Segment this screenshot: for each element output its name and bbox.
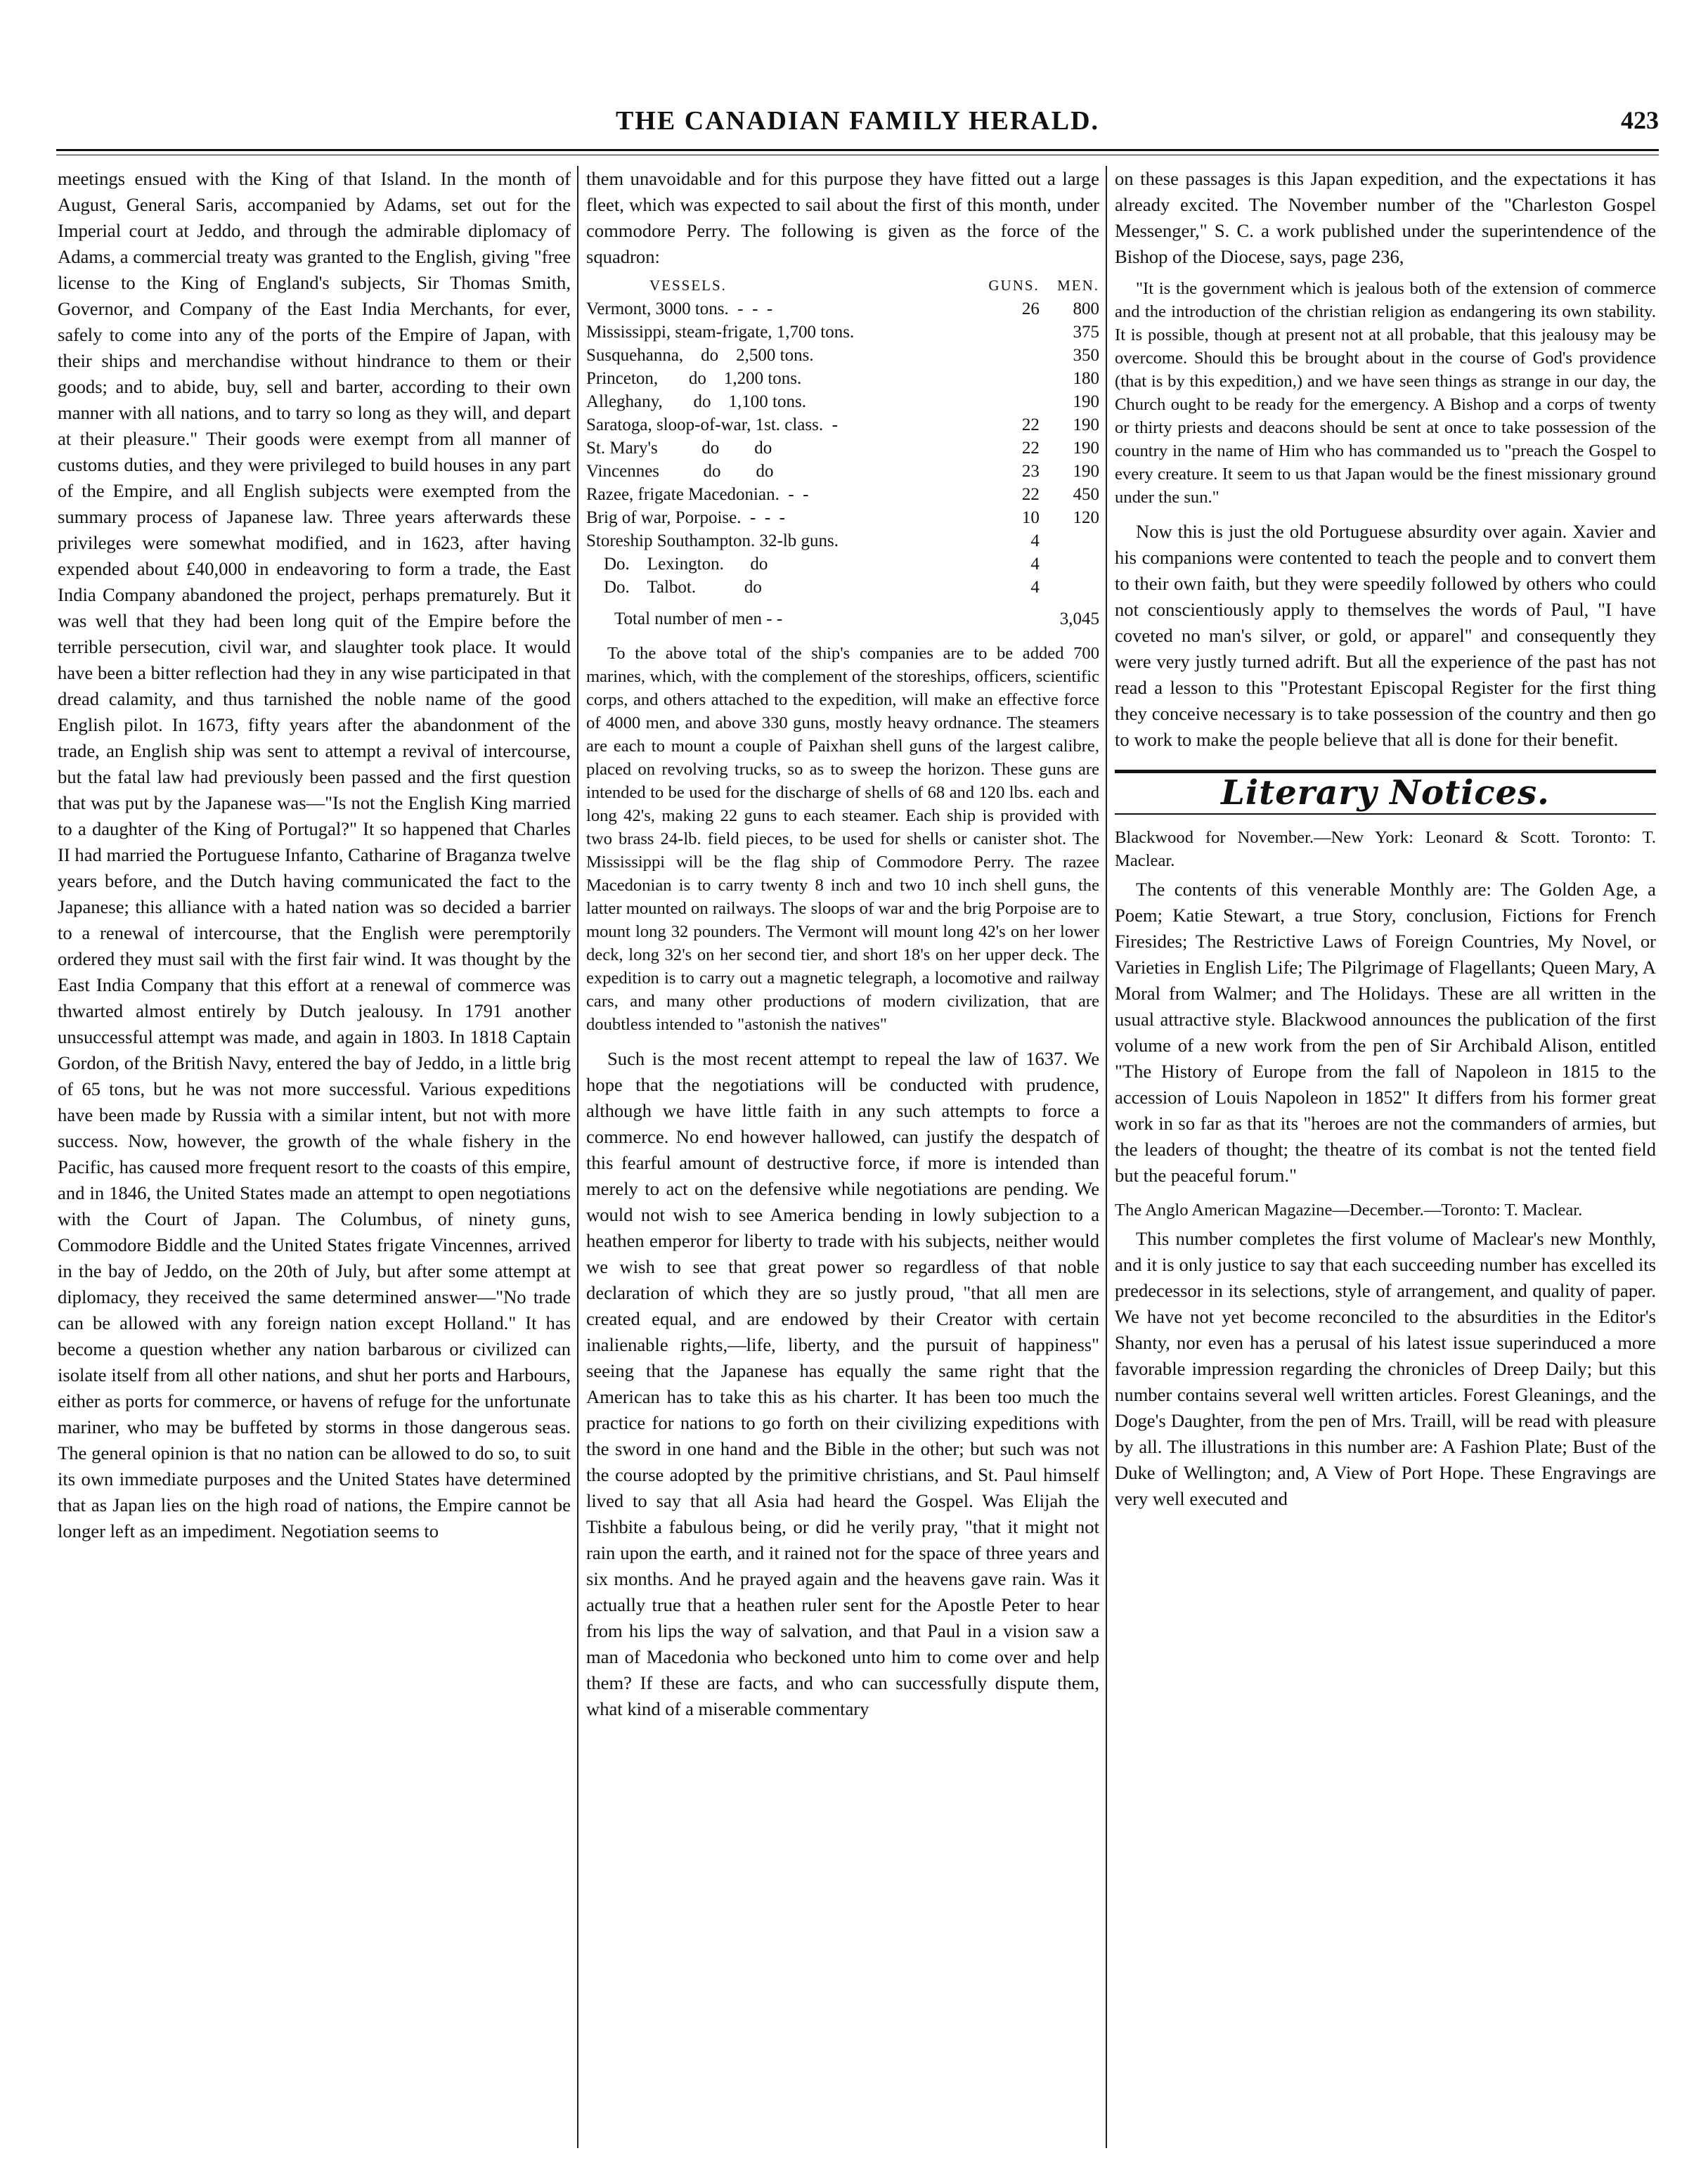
newspaper-title: THE CANADIAN FAMILY HERALD.	[615, 106, 1100, 136]
article-paragraph: on these passages is this Japan expedition, and the expectations it has already excited. The November number of the "Charleston Gospel Messenger," S. C. a work published under the superintendence of the Bishop of the Diocese, says, page 236,	[1115, 168, 1656, 267]
men-cell: 375	[1073, 323, 1099, 342]
table-row	[586, 483, 1099, 506]
block-quote: "It is the government which is jealous both of the extension of commerce and the introduction of the christian religion as endangering its own stability. It is possible, though at present not at all probable, that this jealousy may be overcome. Should this be brought about in the course of God's providence (that is by this expedition,) and we have seen things as strange in our day, the Church ought to be ready for the emergency. A Bishop and a corps of twenty or thirty priests and deacons should be sent at once to take possession of the country in the name of Him who has commanded us to "preach the Gospel to every creature. It seem to us that Japan would be the finest missionary ground under the sun."	[1115, 279, 1656, 507]
notice-body: The contents of this venerable Monthly are: The Golden Age, a Poem; Katie Stewart, a true Story, conclusion, Fictions for French Firesides; The Restrictive Laws of Foreign Countries, My Novel, or Varieties in English Life; The Pilgrimage of Flagellants; Queen Mary, A Moral from Walmer; and The Holidays. These are all written in the usual attractive style. Blackwood announces the publication of the first volume of a new work from the pen of Sir Archibald Alison, entitled "The History of Europe from the fall of Napoleon in 1815 to the accession of Louis Napoleon in 1852" It differs from his former great work in so far as that its "heroes are not the commanders of armies, but the leaders of thought; the theatre of its combat is not the tented field but the peaceful forum."	[1115, 879, 1656, 1186]
men-cell: 190	[1073, 392, 1099, 411]
table-row	[586, 390, 1099, 413]
men-cell: 800	[1073, 299, 1099, 318]
squadron-table-body	[586, 297, 1099, 599]
guns-cell: 4	[1030, 555, 1040, 574]
vessel-cell: Do. Talbot. do	[586, 578, 762, 597]
column-header-guns: GUNS.	[988, 277, 1040, 294]
men-cell	[1040, 552, 1099, 576]
men-cell: 190	[1073, 415, 1099, 434]
vessel-cell: Razee, frigate Macedonian. - -	[586, 485, 809, 504]
men-cell: 190	[1073, 462, 1099, 481]
guns-cell: 22	[1021, 485, 1040, 504]
vessel-cell: Alleghany, do 1,100 tons.	[586, 392, 806, 411]
notice-heading: The Anglo American Magazine—December.—Toronto: T. Maclear.	[1115, 1201, 1583, 1220]
men-cell: 190	[1073, 439, 1099, 458]
guns-cell: 26	[1021, 299, 1040, 318]
column-header-vessels: VESSELS.	[649, 277, 727, 294]
table-row	[586, 506, 1099, 529]
guns-cell	[967, 344, 1040, 367]
total-label: Total number of men - -	[614, 609, 783, 628]
article-paragraph: meetings ensued with the King of that Island. In the month of August, General Saris, accompanied by Adams, set out for the Imperial court at Jeddo, and through the admirable diplomacy of Adams, a commercial treaty was granted to the English, giving "free license to the King of England's subjects, Sir Thomas Smith, Governor, and Company of the East India Merchants, for ever, safely to come into any of the ports of the Empire of Japan, with their ships and merchandise without hindrance to them or their goods; and to abide, buy, sell and barter, according to their own manner with all nations, and to tarry so long as they will, and depart at their pleasure." Their goods were exempt from all manner of customs duties, and they were privileged to build houses in any part of the Empire, and all English subjects were exempted from the summary process of Japanese law. Three years afterwards these privileges were somewhat modified, and in 1623, after having expended about £40,000 in endeavoring to form a trade, the East India Company abandoned the project, perhaps prematurely. But it was well that they had been long quit of the Empire before the terrible persecution, civil war, and slaughter took place. It would have been a bitter reflection had they in any wise participated in that dread calamity, and thus tarnished the noble name of the good English pilot. In 1673, fifty years after the abandonment of the trade, an English ship was sent to attempt a revival of intercourse, but the fatal law had previously been passed and the first question that was put by the Japanese was—"Is not the English King married to a daughter of the King of Portugal?" It so happened that Charles II had married the Portuguese Infanto, Catharine of Braganza twelve years before, and the Dutch having communicated the fact to the Japanese; this alliance with a hated nation was so decided a barrier to a renewal of intercourse, that the English were peremptorily ordered they must sail with the first fair wind. It was thought by the East India Company that this effort at a renewal of commerce was thwarted almost entirely by Dutch jealousy. In 1791 another unsuccessful attempt was made, and again in 1803. In 1818 Captain Gordon, of the British Navy, entered the bay of Jeddo, in a little brig of 65 tons, but he was not more successful. Various expeditions have been made by Russia with a similar intent, but not with more success. Now, however, the growth of the whale fishery in the Pacific, has caused more frequent resort to the coasts of this empire, and in 1846, the United States made an attempt to open negotiations with the Court of Japan. The Columbus, of ninety guns, Commodore Biddle and the United States frigate Vincennes, arrived in the bay of Jeddo, on the 20th of July, but after some attempt at diplomacy, they received the same determined answer—"No trade can be allowed with any foreign nation except Holland." It has become a question whether any nation barbarous or civilized can isolate itself from all other nations, and shut her ports and Harbours, either as ports for commerce, or havens of refuge for the unfortunate mariner, who may be buffeted by storms in those dangerous seas. The general opinion is that no nation can be allowed to do so, to suit its own immediate purposes and the United States have determined that as Japan lies on the high road of nations, the Empire cannot be longer left as an impediment. Negotiation seems to	[58, 168, 571, 1541]
table-row	[586, 321, 1099, 344]
table-row	[586, 367, 1099, 390]
table-row	[586, 297, 1099, 321]
total-value: 3,045	[1059, 609, 1099, 628]
article-paragraph: them unavoidable and for this purpose they have fitted out a large fleet, which was expected to sail about the first of this month, under commodore Perry. The following is given as the force of the squadron:	[586, 168, 1099, 267]
table-row	[586, 437, 1099, 460]
vessel-cell: Mississippi, steam-frigate, 1,700 tons.	[586, 323, 855, 342]
column-1	[58, 166, 571, 2148]
vessel-cell: Brig of war, Porpoise. - - -	[586, 508, 785, 527]
guns-cell	[967, 321, 1040, 344]
men-cell: 450	[1073, 485, 1099, 504]
page-number: 423	[1621, 106, 1659, 134]
page-header	[56, 105, 1659, 148]
guns-cell: 22	[1021, 415, 1040, 434]
table-row	[586, 552, 1099, 576]
guns-cell: 23	[1021, 462, 1040, 481]
table-header-row	[586, 274, 1099, 297]
notice-body: This number completes the first volume of Maclear's new Monthly, and it is only justice to say that each succeeding number has excelled its predecessor in its selections, style of arrangement, and quality of paper. We have not yet become reconciled to the absurdities in the Editor's Shanty, nor even has a perusal of his latest issue superinduced a more favorable impression regarding the chronicles of Dreep Daily; but this number contains several well written articles. Forest Gleanings, and the Doge's Daughter, from the pen of Mrs. Traill, will be read with pleasure by all. The illustrations in this number are: A Fashion Plate; Bust of the Duke of Wellington; and, A View of Port Hope. These Engravings are very well executed and	[1115, 1228, 1656, 1509]
column-header-men: MEN.	[1057, 277, 1099, 294]
column-divider	[1106, 166, 1107, 2148]
table-row	[586, 344, 1099, 367]
article-paragraph: Such is the most recent attempt to repeal the law of 1637. We hope that the negotiations will be conducted with prudence, although we have little faith in any such attempts to force a commerce. No end however hallowed, can justify the despatch of this fearful amount of destructive force, if more is intended than merely to act on the defensive while negotiations are pending. We would not wish to see America bending in lowly subjection to a heathen emperor for liberty to trade with his subjects, neither would we wish to see that great power so regardless of that noble declaration of which they are so justly proud, "that all men are created equal, and are endowed by their Creator with certain inalienable rights,—life, liberty, and the pursuit of happiness" seeing that the Japanese has equally the same right that the American has to take this as his charter. It has been too much the practice for nations to go forth on their civilizing expeditions with the sword in one hand and the Bible in the other; but such was not the course adopted by the primitive christians, and St. Paul himself lived to say that all Asia had heard the Gospel. Was Elijah the Tishbite a fabulous being, or did he verily pray, "that it might not rain upon the earth, and it rained not for the space of three years and six months. And he prayed again and the heavens gave rain. Was it actually true that a heathen ruler sent for the Apostle Peter to hear from his lips the way of salvation, and that Paul in a vision saw a man of Macedonia who beckoned unto him to come over and help them? If these are facts, and who can successfully dispute them, what kind of a miserable commentary	[586, 1048, 1099, 1719]
table-row	[586, 460, 1099, 483]
guns-cell: 22	[1021, 439, 1040, 458]
vessel-cell: Vincennes do do	[586, 462, 774, 481]
vessel-cell: Saratoga, sloop-of-war, 1st. class. -	[586, 415, 838, 434]
column-divider	[577, 166, 578, 2148]
table-row	[586, 576, 1099, 599]
notice-heading: Blackwood for November.—New York: Leonard & Scott. Toronto: T. Maclear.	[1115, 828, 1656, 870]
men-cell: 350	[1073, 346, 1099, 365]
guns-cell: 10	[1021, 508, 1040, 527]
vessel-cell: Do. Lexington. do	[586, 555, 768, 574]
article-paragraph: To the above total of the ship's companies are to be added 700 marines, which, with the complement of the storeships, officers, scientific corps, and others attached to the expedition, will make an effective force of 4000 men, and above 330 guns, mostly heavy ordnance. The steamers are each to mount a couple of Paixhan shell guns of the largest calibre, placed on revolving trucks, so as to sweep the horizon. These guns are intended to be used for the discharge of shells of 68 and 120 lbs. each and long 42's, making 22 guns to each steamer. Each ship is provided with two brass 24-lb. field pieces, to be used for shells or canister shot. The Mississippi will be the flag ship of Commodore Perry. The razee Macedonian is to carry twenty 8 inch and two 10 inch shell guns, the latter mounted on railways. The sloops of war and the brig Porpoise are to mount long 32 pounders. The Vermont will mount long 42's on her lower deck, long 32's on her second tier, and short 18's on her upper deck. The expedition is to carry out a magnetic telegraph, a locomotive and railway cars, and many other productions of modern civilization, that are doubtless intended to "astonish the natives"	[586, 644, 1099, 1034]
vessel-cell: Princeton, do 1,200 tons.	[586, 369, 802, 388]
men-cell	[1040, 529, 1099, 552]
men-cell: 120	[1073, 508, 1099, 527]
guns-cell	[967, 390, 1040, 413]
section-rule	[1115, 813, 1656, 815]
men-cell: 180	[1073, 369, 1099, 388]
table-row	[586, 413, 1099, 437]
column-3	[1115, 166, 1656, 2148]
guns-cell: 4	[1030, 531, 1040, 550]
vessel-cell: Vermont, 3000 tons. - - -	[586, 299, 773, 318]
header-rule	[56, 149, 1659, 151]
table-row	[586, 529, 1099, 552]
squadron-total	[586, 606, 1099, 632]
men-cell	[1040, 576, 1099, 599]
guns-cell	[967, 367, 1040, 390]
article-paragraph: Now this is just the old Portuguese absurdity over again. Xavier and his companions were contented to teach the people and to convert them to their own faith, but they were speedily followed by others who could not conscientiously apply to themselves the words of Paul, "I have coveted no man's silver, or gold, or apparel" and consequently they were very justly turned adrift. But all the experience of the past has not read a lesson to this "Protestant Episcopal Register for the first thing they conceive necessary is to take possession of the country and then go to work to make the people believe that all is done for their benefit.	[1115, 521, 1656, 750]
squadron-table	[586, 274, 1099, 599]
column-2	[586, 166, 1099, 2148]
vessel-cell: Storeship Southampton. 32-lb guns.	[586, 531, 839, 550]
vessel-cell: St. Mary's do do	[586, 439, 772, 458]
vessel-cell: Susquehanna, do 2,500 tons.	[586, 346, 814, 365]
guns-cell: 4	[1030, 578, 1040, 597]
literary-notices-heading: Literary Notices.	[1221, 773, 1550, 813]
